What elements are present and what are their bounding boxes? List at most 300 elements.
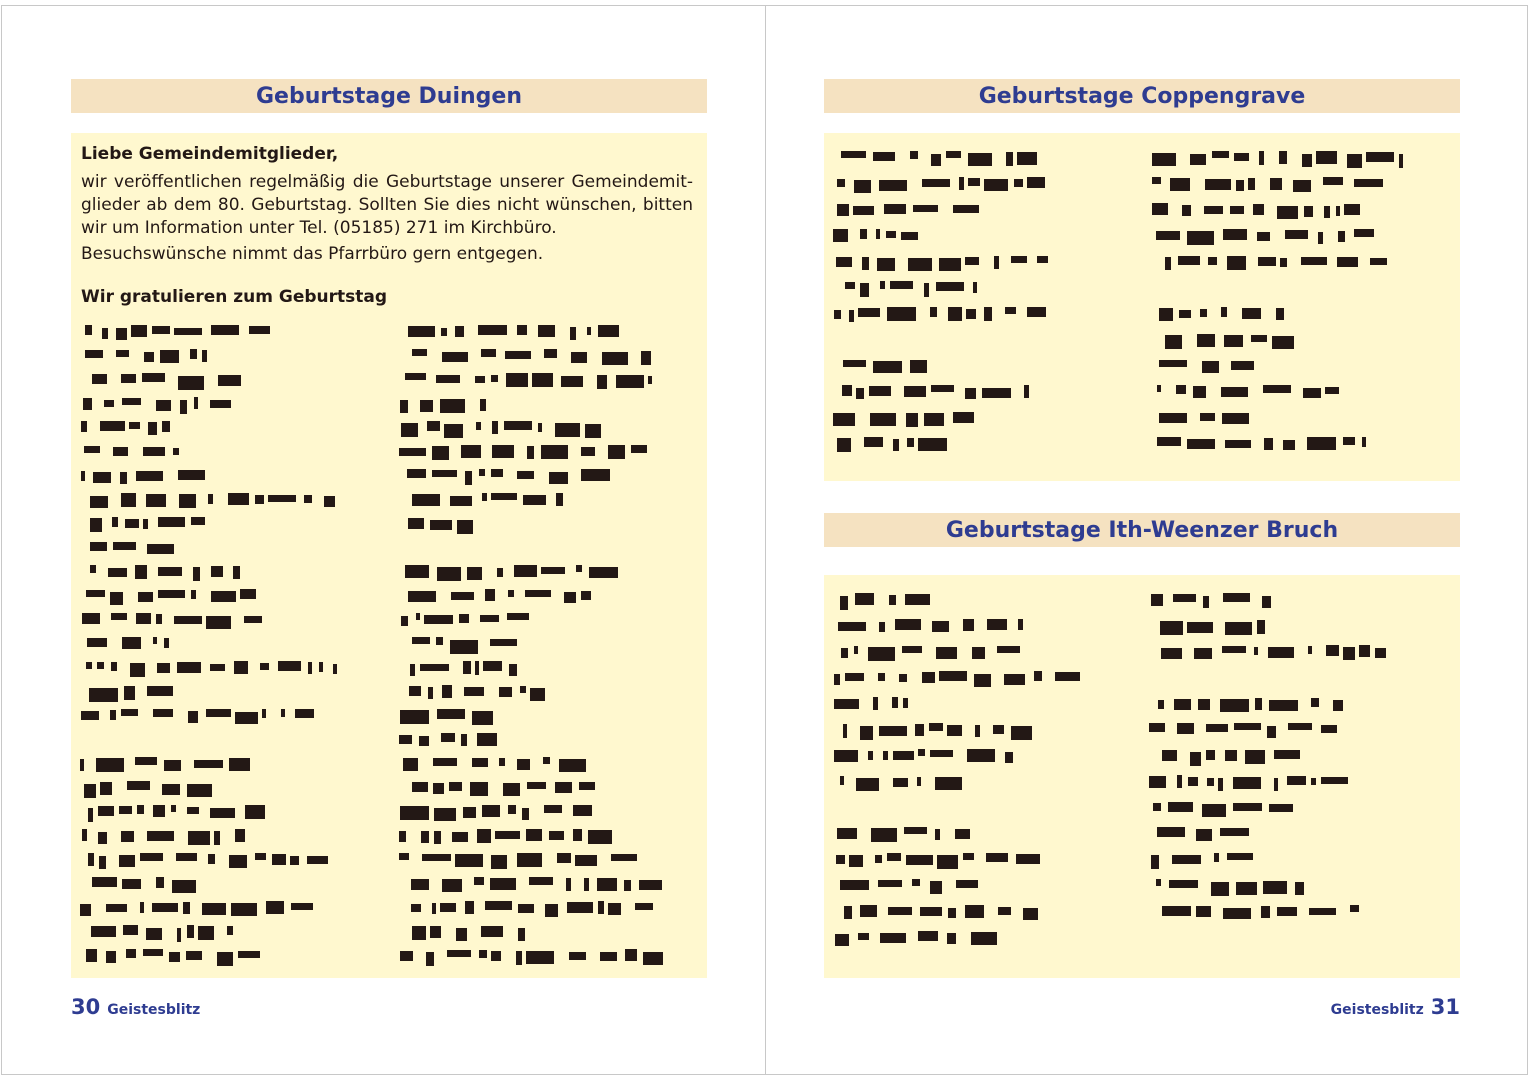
intro-text: [81, 143, 693, 309]
redacted-text-block: [399, 831, 406, 842]
redacted-text-block: [1200, 413, 1215, 421]
redacted-text-block: [412, 782, 428, 792]
redacted-text-block: [1177, 775, 1182, 788]
redacted-text-block: [1182, 205, 1191, 216]
redacted-text-block: [400, 710, 429, 724]
redacted-text-block: [178, 376, 204, 390]
redacted-text-block: [584, 878, 589, 891]
redacted-text-block: [517, 853, 542, 867]
redacted-text-block: [1221, 387, 1248, 397]
redacted-text-block: [481, 349, 496, 357]
redacted-text-block: [456, 928, 467, 941]
redacted-text-block: [1302, 154, 1312, 167]
redacted-text-block: [1014, 179, 1023, 187]
redacted-text-block: [893, 439, 899, 451]
redacted-text-block: [1318, 232, 1323, 244]
redacted-text-block: [570, 327, 576, 340]
redacted-text-block: [1263, 881, 1287, 894]
redacted-text-block: [83, 398, 92, 410]
redacted-text-block: [437, 567, 461, 581]
redacted-text-block: [106, 904, 127, 912]
redacted-text-block: [1253, 204, 1264, 215]
redacted-text-block: [437, 709, 465, 719]
redacted-text-block: [877, 258, 895, 271]
redacted-text-block: [875, 855, 882, 863]
redacted-text-block: [432, 470, 457, 477]
redacted-text-block: [85, 350, 103, 358]
redacted-text-block: [1347, 154, 1362, 168]
redacted-text-block: [411, 879, 429, 890]
redacted-text-block: [508, 590, 514, 597]
redacted-text-block: [1206, 750, 1215, 760]
redacted-text-block: [441, 733, 455, 742]
redacted-text-block: [120, 472, 127, 484]
redacted-text-block: [858, 933, 869, 940]
redacted-text-block: [1245, 750, 1265, 764]
redacted-text-block: [837, 438, 851, 452]
redacted-text-block: [1274, 750, 1300, 759]
redacted-text-block: [143, 447, 165, 456]
redacted-text-block: [81, 421, 87, 432]
redacted-text-block: [211, 325, 239, 335]
redacted-text-block: [420, 400, 433, 412]
redacted-text-block: [522, 808, 529, 820]
redacted-text-block: [880, 281, 885, 289]
redacted-text-block: [483, 661, 502, 671]
redacted-text-block: [579, 782, 595, 790]
redacted-text-block: [146, 928, 162, 940]
redacted-text-block: [430, 520, 452, 530]
redacted-text-block: [920, 907, 942, 916]
redacted-text-block: [1234, 153, 1249, 161]
redacted-text-block: [1208, 257, 1217, 265]
redacted-text-block: [1214, 853, 1219, 862]
redacted-text-block: [864, 437, 883, 447]
redacted-text-block: [1350, 905, 1359, 912]
redacted-text-block: [113, 542, 136, 550]
redacted-text-block: [526, 951, 554, 964]
redacted-text-block: [868, 751, 873, 760]
redacted-text-block: [449, 782, 462, 791]
redacted-text-block: [1157, 437, 1181, 446]
redacted-text-block: [88, 808, 93, 822]
redacted-text-block: [1375, 648, 1386, 658]
redacted-text-block: [86, 662, 92, 669]
redacted-text-block: [152, 326, 170, 334]
redacted-text-block: [906, 855, 933, 865]
redacted-text-block: [879, 622, 885, 632]
redacted-text-block: [994, 256, 999, 269]
redacted-text-block: [461, 445, 481, 458]
redacted-text-block: [1173, 594, 1196, 602]
redacted-text-block: [508, 805, 516, 814]
redacted-text-block: [912, 879, 920, 886]
redacted-text-block: [481, 926, 503, 937]
congrats-heading: Wir gratulieren zum Geburtstag: [81, 287, 388, 307]
redacted-text-block: [229, 855, 247, 868]
redacted-text-block: [1206, 724, 1228, 732]
redacted-text-block: [307, 856, 328, 864]
redacted-text-block: [422, 854, 451, 861]
redacted-text-block: [573, 805, 592, 816]
redacted-text-block: [1264, 438, 1273, 450]
redacted-text-block: [842, 385, 852, 396]
redacted-text-block: [1159, 360, 1187, 367]
redacted-text-block: [116, 328, 127, 340]
redacted-text-block: [1321, 725, 1337, 733]
redacted-text-block: [162, 421, 170, 432]
redacted-text-block: [1311, 778, 1316, 785]
redacted-text-block: [112, 517, 118, 527]
redacted-text-block: [255, 495, 264, 504]
redacted-text-block: [901, 232, 918, 240]
redacted-text-block: [475, 376, 485, 383]
title-ith-weenzer-bruch: Geburtstage Ith-Weenzer Bruch: [824, 513, 1460, 547]
redacted-text-block: [939, 258, 961, 271]
redacted-text-block: [833, 229, 848, 242]
redacted-text-block: [198, 926, 214, 940]
redacted-text-block: [982, 388, 1011, 398]
redacted-text-block: [1323, 177, 1343, 185]
redacted-text-block: [880, 933, 906, 943]
redacted-text-block: [918, 749, 925, 756]
coppengrave-names-col-1: [832, 151, 1112, 471]
redacted-text-block: [121, 493, 136, 507]
redacted-text-block: [1172, 855, 1201, 864]
redacted-text-block: [931, 385, 954, 392]
redacted-text-block: [1362, 437, 1366, 447]
ith-weenzer-bruch-box: [824, 575, 1460, 978]
redacted-text-block: [987, 619, 1007, 630]
redacted-text-block: [904, 827, 927, 834]
redacted-text-block: [401, 616, 408, 626]
redacted-text-block: [1023, 908, 1038, 920]
redacted-text-block: [849, 310, 854, 322]
redacted-text-block: [420, 664, 449, 671]
redacted-text-block: [153, 709, 173, 717]
redacted-text-block: [902, 646, 922, 653]
redacted-text-block: [450, 640, 478, 654]
redacted-text-block: [476, 422, 481, 430]
redacted-text-block: [260, 663, 269, 670]
redacted-text-block: [1285, 230, 1308, 239]
redacted-text-block: [98, 806, 114, 816]
redacted-text-block: [561, 376, 583, 387]
redacted-text-block: [421, 831, 429, 843]
redacted-text-block: [90, 565, 96, 573]
redacted-text-block: [206, 709, 231, 717]
redacted-text-block: [936, 647, 957, 659]
redacted-text-block: [304, 495, 312, 503]
redacted-text-block: [913, 205, 938, 212]
redacted-text-block: [440, 903, 456, 912]
redacted-text-block: [1257, 232, 1270, 241]
redacted-text-block: [1190, 154, 1206, 165]
redacted-text-block: [140, 853, 163, 861]
redacted-text-block: [1263, 385, 1291, 393]
redacted-text-block: [210, 808, 235, 818]
redacted-text-block: [87, 638, 107, 647]
redacted-text-block: [92, 877, 117, 887]
redacted-text-block: [1220, 699, 1249, 712]
redacted-text-block: [1211, 882, 1229, 896]
redacted-text-block: [194, 760, 223, 768]
redacted-text-block: [1158, 700, 1164, 709]
redacted-text-block: [860, 283, 869, 297]
redacted-text-block: [136, 471, 163, 481]
redacted-text-block: [235, 712, 258, 724]
redacted-text-block: [965, 905, 984, 918]
redacted-text-block: [240, 589, 256, 599]
redacted-text-block: [883, 751, 888, 760]
redacted-text-block: [1223, 229, 1247, 240]
redacted-text-block: [903, 698, 908, 708]
redacted-text-block: [1178, 256, 1200, 265]
redacted-text-block: [84, 784, 96, 798]
redacted-text-block: [255, 853, 266, 860]
redacted-text-block: [571, 352, 587, 363]
redacted-text-block: [886, 231, 896, 238]
redacted-text-block: [576, 565, 582, 572]
redacted-text-block: [96, 758, 124, 772]
redacted-text-block: [917, 777, 921, 786]
redacted-text-block: [858, 308, 880, 317]
redacted-text-block: [1168, 802, 1193, 812]
redacted-text-block: [516, 951, 522, 965]
redacted-text-block: [1024, 385, 1029, 398]
redacted-text-block: [319, 662, 323, 672]
redacted-text-block: [97, 662, 104, 669]
redacted-text-block: [853, 206, 874, 215]
redacted-text-block: [1149, 776, 1166, 788]
redacted-text-block: [541, 445, 568, 459]
redacted-text-block: [564, 592, 576, 603]
redacted-text-block: [492, 445, 514, 458]
redacted-text-block: [910, 151, 918, 159]
redacted-text-block: [400, 400, 408, 413]
redacted-text-block: [188, 831, 210, 845]
redacted-text-block: [206, 616, 231, 629]
redacted-text-block: [854, 646, 858, 654]
redacted-text-block: [477, 733, 497, 746]
redacted-text-block: [834, 310, 841, 319]
redacted-text-block: [1017, 152, 1037, 165]
redacted-text-block: [187, 925, 194, 938]
redacted-text-block: [624, 880, 631, 891]
redacted-text-block: [1370, 258, 1387, 265]
redacted-text-block: [1156, 231, 1180, 240]
title-duingen: Geburtstage Duingen: [71, 79, 707, 113]
redacted-text-block: [549, 831, 564, 840]
redacted-text-block: [433, 758, 457, 766]
redacted-text-block: [968, 153, 992, 166]
redacted-text-block: [1311, 698, 1319, 707]
redacted-text-block: [1274, 778, 1278, 791]
redacted-text-block: [841, 151, 866, 158]
redacted-text-block: [472, 758, 488, 767]
redacted-text-block: [984, 307, 992, 321]
redacted-text-block: [509, 664, 517, 676]
redacted-text-block: [164, 760, 181, 771]
coppengrave-names-col-2: [1152, 151, 1432, 471]
redacted-text-block: [1165, 257, 1171, 270]
redacted-text-block: [229, 758, 250, 771]
redacted-text-block: [517, 471, 534, 479]
redacted-text-block: [131, 325, 147, 337]
redacted-text-block: [854, 180, 871, 193]
redacted-text-block: [113, 447, 128, 456]
redacted-text-block: [1151, 594, 1163, 606]
redacted-text-block: [1301, 257, 1327, 265]
redacted-text-block: [602, 352, 628, 365]
redacted-text-block: [1159, 413, 1187, 423]
redacted-text-block: [464, 687, 484, 696]
redacted-text-block: [1011, 726, 1032, 740]
redacted-text-block: [1277, 907, 1297, 916]
redacted-text-block: [1225, 440, 1251, 448]
redacted-text-block: [918, 931, 938, 941]
redacted-text-block: [1198, 699, 1210, 710]
redacted-text-block: [210, 664, 225, 671]
redacted-text-block: [631, 445, 647, 453]
redacted-text-block: [100, 782, 112, 795]
redacted-text-block: [424, 615, 453, 624]
redacted-text-block: [1326, 645, 1339, 656]
redacted-text-block: [947, 933, 956, 944]
redacted-text-block: [179, 494, 196, 508]
redacted-text-block: [467, 567, 482, 580]
redacted-text-block: [485, 589, 495, 601]
redacted-text-block: [193, 567, 200, 581]
redacted-text-block: [1225, 750, 1237, 761]
redacted-text-block: [573, 829, 582, 841]
redacted-text-block: [122, 637, 141, 649]
redacted-text-block: [608, 903, 621, 915]
redacted-text-block: [459, 614, 469, 623]
redacted-text-block: [108, 568, 127, 577]
redacted-text-block: [1159, 308, 1173, 321]
redacted-text-block: [935, 777, 962, 790]
redacted-text-block: [588, 830, 612, 844]
redacted-text-block: [1055, 672, 1080, 681]
redacted-text-block: [1170, 178, 1190, 191]
redacted-text-block: [520, 686, 526, 693]
redacted-text-block: [495, 831, 520, 839]
redacted-text-block: [523, 495, 546, 505]
ith-names-col-2: [1149, 593, 1429, 963]
redacted-text-block: [1279, 151, 1287, 164]
redacted-text-block: [833, 413, 855, 426]
redacted-text-block: [904, 386, 926, 397]
redacted-text-block: [527, 446, 534, 459]
redacted-text-block: [450, 496, 472, 506]
redacted-text-block: [873, 361, 902, 373]
redacted-text-block: [405, 373, 426, 380]
redacted-text-block: [129, 422, 140, 429]
redacted-text-block: [399, 853, 409, 860]
redacted-text-block: [472, 711, 493, 725]
redacted-text-block: [144, 352, 154, 362]
redacted-text-block: [910, 360, 927, 373]
redacted-text-block: [939, 671, 967, 681]
redacted-text-block: [868, 647, 895, 661]
redacted-text-block: [427, 421, 440, 431]
page-number-left: 30: [71, 995, 101, 1019]
redacted-text-block: [451, 592, 474, 600]
redacted-text-block: [965, 257, 979, 265]
footer-left: [71, 995, 200, 1019]
redacted-text-block: [234, 661, 248, 674]
redacted-text-block: [930, 307, 937, 317]
redacted-text-block: [598, 325, 619, 337]
redacted-text-block: [231, 903, 257, 916]
redacted-text-block: [485, 901, 512, 910]
redacted-text-block: [924, 413, 944, 426]
redacted-text-block: [146, 494, 166, 507]
magazine-name-left: Geistesblitz: [107, 1002, 201, 1018]
redacted-text-block: [409, 686, 421, 696]
redacted-text-block: [408, 326, 435, 337]
redacted-text-block: [172, 880, 196, 893]
redacted-text-block: [965, 388, 976, 399]
redacted-text-block: [1157, 385, 1161, 392]
redacted-text-block: [878, 673, 885, 681]
redacted-text-block: [482, 493, 487, 501]
redacted-text-block: [931, 154, 941, 166]
redacted-text-block: [936, 282, 964, 291]
redacted-text-block: [1224, 335, 1243, 347]
redacted-text-block: [899, 674, 907, 682]
redacted-text-block: [208, 494, 213, 504]
redacted-text-block: [477, 829, 491, 843]
redacted-text-block: [929, 723, 943, 731]
redacted-text-block: [142, 373, 165, 382]
redacted-text-block: [869, 386, 891, 396]
redacted-text-block: [1287, 776, 1306, 785]
coppengrave-box: [824, 133, 1460, 481]
redacted-text-block: [1011, 256, 1027, 263]
redacted-text-block: [937, 855, 958, 869]
redacted-text-block: [148, 422, 157, 435]
redacted-text-block: [1222, 413, 1249, 424]
redacted-text-block: [955, 829, 970, 839]
redacted-text-block: [463, 807, 476, 818]
redacted-text-block: [169, 952, 180, 962]
redacted-text-block: [506, 373, 528, 387]
redacted-text-block: [268, 495, 296, 502]
redacted-text-block: [238, 951, 260, 958]
redacted-text-block: [91, 926, 116, 937]
redacted-text-block: [932, 621, 949, 632]
redacted-text-block: [479, 469, 485, 476]
redacted-text-block: [116, 350, 129, 357]
redacted-text-block: [1027, 177, 1045, 188]
redacted-text-block: [1230, 206, 1244, 214]
redacted-text-block: [834, 674, 840, 685]
redacted-text-block: [135, 757, 157, 765]
redacted-text-block: [836, 855, 845, 864]
redacted-text-block: [1233, 777, 1261, 789]
redacted-text-block: [152, 903, 178, 912]
redacted-text-block: [480, 615, 499, 622]
redacted-text-block: [1165, 335, 1182, 349]
redacted-text-block: [538, 325, 555, 337]
redacted-text-block: [870, 413, 896, 426]
redacted-text-block: [465, 901, 474, 914]
intro-paragraph: wir veröffentlichen regelmäßig die Geburtstage unserer Gemeindemitglieder ab dem 80. Geburtstag. Sollten Sie dies nicht wünschen, bitten wir um Information unter Tel. (05185) 271 im Kirchbüro.: [81, 172, 693, 238]
redacted-text-block: [80, 904, 91, 916]
redacted-text-block: [527, 782, 546, 789]
